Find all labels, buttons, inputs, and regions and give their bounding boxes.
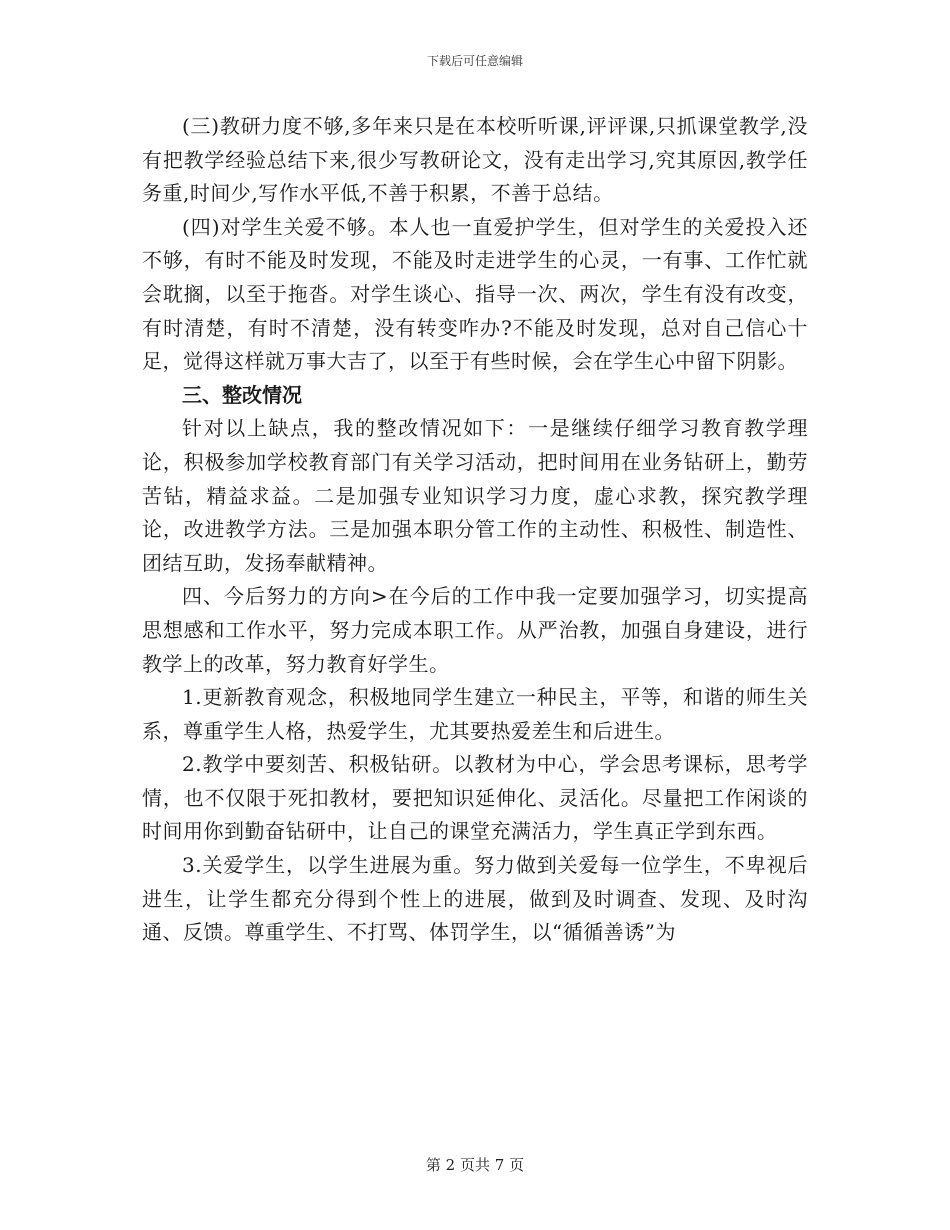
list-item-3: 3.关爱学生，以学生进展为重。努力做到关爱每一位学生，不卑视后进生，让学生都充分得到个性上的进展，做到及时调查、发现、及时沟通、反馈。尊重学生、不打骂、体罚学生，以“循循善诱”为 xyxy=(142,853,808,945)
list-item-1: 1.更新教育观念，积极地同学生建立一种民主，平等，和谐的师生关系，尊重学生人格，热爱学生，尤其要热爱差生和后进生。 xyxy=(142,685,808,743)
page-number: 第 2 页共 7 页 xyxy=(425,1156,525,1174)
paragraph-future-direction: 四、今后努力的方向>在今后的工作中我一定要加强学习，切实提高思想感和工作水平，努力完成本职工作。从严治教，加强自身建设，进行教学上的改革，努力教育好学生。 xyxy=(142,584,808,676)
paragraph-teaching-research: (三)教研力度不够,多年来只是在本校听听课,评评课,只抓课堂教学,没有把教学经验总结下来,很少写教研论文，没有走出学习,究其原因,教学任务重,时间少,写作水平低,不善于积累，不善于总结。 xyxy=(142,114,808,206)
page-header-note: 下载后可任意编辑 xyxy=(426,54,523,68)
paragraph-student-care: (四)对学生关爱不够。本人也一直爱护学生，但对学生的关爱投入还不够，有时不能及时发现，不能及时走进学生的心灵，一有事、工作忙就会耽搁，以至于拖沓。对学生谈心、指导一次、两次，学生有没有改变，有时清楚，有时不清楚，没有转变咋办?不能及时发现，总对自己信心十足，觉得这样就万事大吉了，以至于有些时候，会在学生心中留下阴影。 xyxy=(142,214,808,374)
document-body xyxy=(142,110,808,950)
list-item-2: 2.教学中要刻苦、积极钻研。以教材为中心，学会思考课标，思考学情，也不仅限于死扣教材，要把知识延伸化、灵活化。尽量把工作闲谈的时间用你到勤奋钻研中，让自己的课堂充满活力，学生真正学到东西。 xyxy=(142,752,808,844)
section-heading-rectification: 三、整改情况 xyxy=(182,382,302,407)
paragraph-rectification: 针对以上缺点，我的整改情况如下：一是继续仔细学习教育教学理论，积极参加学校教育部门有关学习活动，把时间用在业务钻研上，勤劳苦钻，精益求益。二是加强专业知识学习力度，虚心求教，探究教学理论，改进教学方法。三是加强本职分管工作的主动性、积极性、制造性、团结互助，发扬奉献精神。 xyxy=(142,416,808,575)
